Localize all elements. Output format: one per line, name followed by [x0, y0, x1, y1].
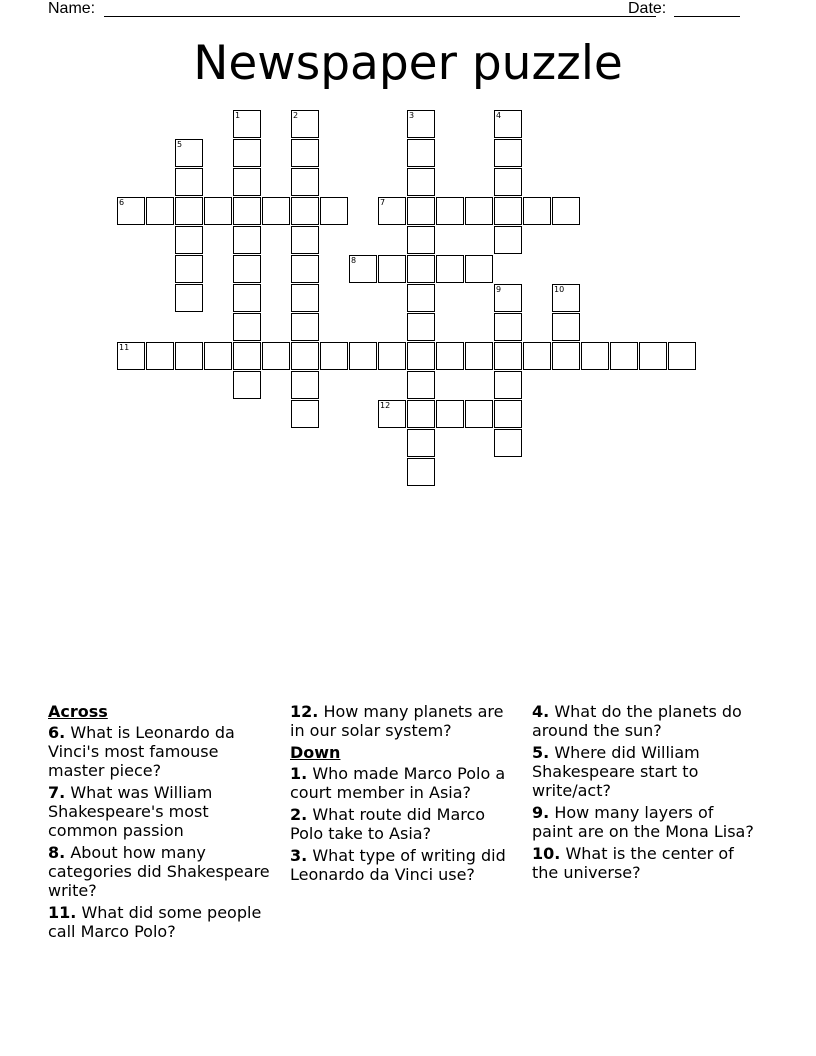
- grid-cell[interactable]: [407, 110, 435, 138]
- grid-cell[interactable]: [436, 197, 464, 225]
- grid-cell[interactable]: [465, 342, 493, 370]
- grid-cell[interactable]: [436, 342, 464, 370]
- clue-across-8: [48, 843, 274, 900]
- clue-column-2: [290, 702, 516, 887]
- grid-cell[interactable]: [117, 197, 145, 225]
- clue-number: 7.: [48, 783, 66, 802]
- grid-cell[interactable]: [494, 168, 522, 196]
- clue-down-1: [290, 764, 516, 802]
- grid-cell[interactable]: [262, 342, 290, 370]
- grid-cell[interactable]: [233, 342, 261, 370]
- grid-cell[interactable]: [233, 110, 261, 138]
- grid-cell[interactable]: [378, 255, 406, 283]
- grid-clue-number: 3: [409, 111, 415, 120]
- grid-cell[interactable]: [262, 197, 290, 225]
- grid-cell[interactable]: [291, 255, 319, 283]
- clues-section: [48, 702, 768, 1002]
- grid-clue-number: 6: [119, 198, 125, 207]
- clue-number: 5.: [532, 743, 550, 762]
- grid-cell[interactable]: [291, 110, 319, 138]
- grid-cell[interactable]: [668, 342, 696, 370]
- date-label: Date:: [628, 0, 667, 17]
- grid-cell[interactable]: [175, 284, 203, 312]
- grid-cell[interactable]: [552, 284, 580, 312]
- clue-column-1: [48, 702, 274, 944]
- grid-cell[interactable]: [581, 342, 609, 370]
- grid-cell[interactable]: [494, 284, 522, 312]
- grid-clue-number: 9: [496, 285, 502, 294]
- clue-text: What is the center of the universe?: [532, 844, 734, 882]
- clue-number: 6.: [48, 723, 66, 742]
- grid-clue-number: 11: [119, 343, 130, 352]
- grid-cell[interactable]: [552, 313, 580, 341]
- grid-cell[interactable]: [494, 197, 522, 225]
- grid-cell[interactable]: [494, 342, 522, 370]
- clue-text: What was William Shakespeare's most common passion: [48, 783, 213, 840]
- grid-cell[interactable]: [291, 139, 319, 167]
- grid-cell[interactable]: [204, 197, 232, 225]
- grid-cell[interactable]: [639, 342, 667, 370]
- grid-cell[interactable]: [610, 342, 638, 370]
- clue-column-3: [532, 702, 758, 885]
- grid-cell[interactable]: [233, 313, 261, 341]
- clue-number: 8.: [48, 843, 66, 862]
- clue-text: How many planets are in our solar system?: [290, 702, 504, 740]
- down-heading: Down: [290, 743, 341, 762]
- grid-cell[interactable]: [175, 168, 203, 196]
- clue-number: 4.: [532, 702, 550, 721]
- grid-cell[interactable]: [407, 458, 435, 486]
- grid-cell[interactable]: [378, 197, 406, 225]
- grid-clue-number: 5: [177, 140, 183, 149]
- grid-cell[interactable]: [233, 168, 261, 196]
- grid-cell[interactable]: [233, 255, 261, 283]
- grid-cell[interactable]: [291, 400, 319, 428]
- grid-cell[interactable]: [407, 168, 435, 196]
- grid-cell[interactable]: [378, 342, 406, 370]
- clue-across-7: [48, 783, 274, 840]
- clue-number: 11.: [48, 903, 77, 922]
- grid-clue-number: 1: [235, 111, 241, 120]
- grid-cell[interactable]: [175, 342, 203, 370]
- grid-cell[interactable]: [233, 371, 261, 399]
- grid-cell[interactable]: [494, 139, 522, 167]
- grid-cell[interactable]: [320, 342, 348, 370]
- clue-down-3: [290, 846, 516, 884]
- grid-cell[interactable]: [407, 342, 435, 370]
- grid-cell[interactable]: [233, 139, 261, 167]
- clue-number: 2.: [290, 805, 308, 824]
- crossword-grid: [0, 0, 816, 520]
- grid-cell[interactable]: [291, 197, 319, 225]
- grid-cell[interactable]: [407, 429, 435, 457]
- grid-cell[interactable]: [436, 400, 464, 428]
- grid-cell[interactable]: [407, 255, 435, 283]
- clue-text: What is Leonardo da Vinci's most famouse master piece?: [48, 723, 235, 780]
- grid-cell[interactable]: [465, 400, 493, 428]
- grid-cell[interactable]: [494, 313, 522, 341]
- grid-cell[interactable]: [291, 168, 319, 196]
- grid-cell[interactable]: [175, 255, 203, 283]
- clue-text: How many layers of paint are on the Mona Lisa?: [532, 803, 754, 841]
- grid-cell[interactable]: [494, 400, 522, 428]
- across-heading: Across: [48, 702, 108, 721]
- grid-cell[interactable]: [407, 197, 435, 225]
- grid-cell[interactable]: [291, 284, 319, 312]
- grid-cell[interactable]: [494, 110, 522, 138]
- puzzle-title: Newspaper puzzle: [193, 36, 623, 91]
- clue-down-2: [290, 805, 516, 843]
- grid-cell[interactable]: [552, 342, 580, 370]
- grid-clue-number: 7: [380, 198, 386, 207]
- clue-text: What type of writing did Leonardo da Vinci use?: [290, 846, 506, 884]
- grid-cell[interactable]: [494, 429, 522, 457]
- grid-cell[interactable]: [494, 226, 522, 254]
- clue-down-9: [532, 803, 758, 841]
- grid-cell[interactable]: [233, 284, 261, 312]
- clue-across-6: [48, 723, 274, 780]
- clue-number: 1.: [290, 764, 308, 783]
- grid-cell[interactable]: [175, 139, 203, 167]
- grid-cell[interactable]: [436, 255, 464, 283]
- grid-cell[interactable]: [117, 342, 145, 370]
- clue-text: What route did Marco Polo take to Asia?: [290, 805, 486, 843]
- grid-cell[interactable]: [349, 255, 377, 283]
- clue-text: What did some people call Marco Polo?: [48, 903, 262, 941]
- clue-number: 12.: [290, 702, 319, 721]
- clue-number: 10.: [532, 844, 561, 863]
- clue-text: What do the planets do around the sun?: [532, 702, 742, 740]
- grid-cell[interactable]: [523, 197, 551, 225]
- clue-text: About how many categories did Shakespeare write?: [48, 843, 270, 900]
- grid-cell[interactable]: [494, 371, 522, 399]
- clue-across-11: [48, 903, 274, 941]
- grid-clue-number: 10: [554, 285, 565, 294]
- grid-clue-number: 12: [380, 401, 391, 410]
- grid-cell[interactable]: [146, 342, 174, 370]
- clue-text: Where did William Shakespeare start to write/act?: [532, 743, 700, 800]
- clue-number: 9.: [532, 803, 550, 822]
- grid-cell[interactable]: [407, 226, 435, 254]
- grid-cell[interactable]: [291, 313, 319, 341]
- grid-clue-number: 8: [351, 256, 357, 265]
- grid-cell[interactable]: [175, 226, 203, 254]
- grid-cell[interactable]: [320, 197, 348, 225]
- grid-cell[interactable]: [204, 342, 232, 370]
- grid-cell[interactable]: [291, 226, 319, 254]
- clue-down-4: [532, 702, 758, 740]
- name-label: Name:: [48, 0, 96, 17]
- clue-number: 3.: [290, 846, 308, 865]
- grid-cell[interactable]: [407, 284, 435, 312]
- grid-cell[interactable]: [378, 400, 406, 428]
- grid-cell[interactable]: [349, 342, 377, 370]
- grid-cell[interactable]: [146, 197, 174, 225]
- grid-cell[interactable]: [465, 255, 493, 283]
- grid-cell[interactable]: [407, 371, 435, 399]
- grid-cell[interactable]: [407, 400, 435, 428]
- grid-cell[interactable]: [407, 313, 435, 341]
- grid-cell[interactable]: [233, 226, 261, 254]
- grid-cell[interactable]: [552, 197, 580, 225]
- clue-down-5: [532, 743, 758, 800]
- clue-across-12: [290, 702, 516, 740]
- grid-cell[interactable]: [175, 197, 203, 225]
- grid-clue-number: 4: [496, 111, 502, 120]
- grid-cell[interactable]: [407, 139, 435, 167]
- grid-cell[interactable]: [523, 342, 551, 370]
- grid-cell[interactable]: [465, 197, 493, 225]
- grid-cell[interactable]: [291, 342, 319, 370]
- grid-cell[interactable]: [233, 197, 261, 225]
- grid-clue-number: 2: [293, 111, 299, 120]
- clue-down-10: [532, 844, 758, 882]
- clue-text: Who made Marco Polo a court member in Asia?: [290, 764, 506, 802]
- grid-cell[interactable]: [291, 371, 319, 399]
